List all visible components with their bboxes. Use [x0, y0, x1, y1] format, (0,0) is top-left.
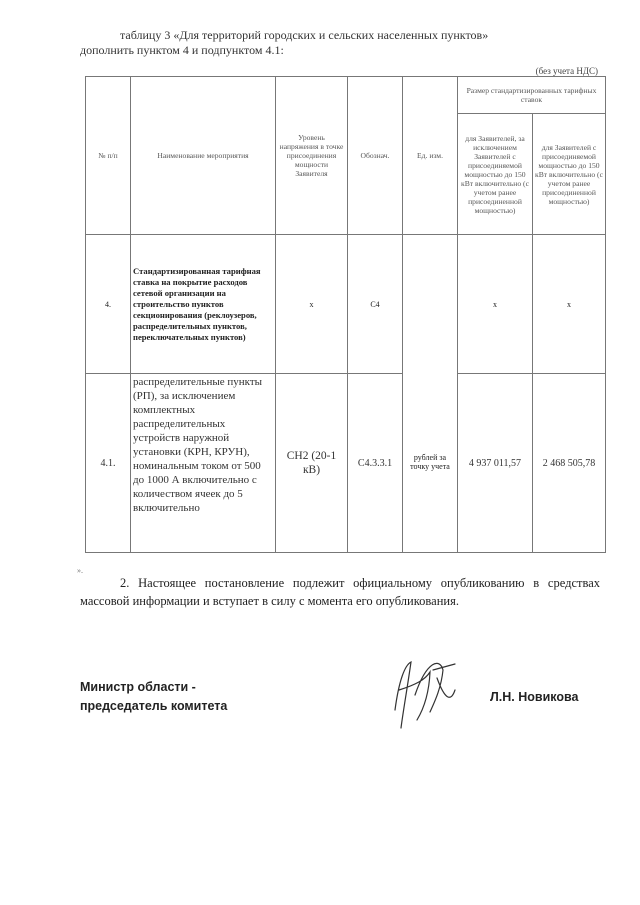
- signatory-role: [80, 678, 227, 716]
- row-rate-1: 4 937 011,57: [458, 374, 533, 553]
- row-unit: [403, 235, 458, 553]
- header-name: Наименование мероприятия: [131, 77, 276, 235]
- row-code: C4: [348, 235, 403, 374]
- row-rate-1: x: [458, 235, 533, 374]
- row-num: 4.: [86, 235, 131, 374]
- table-row: [86, 374, 606, 553]
- intro-line-2: дополнить пунктом 4 и подпунктом 4.1:: [80, 43, 284, 57]
- header-rate-1: для Заявителей, за исключением Заявителей с присоединяемой мощностью до 150 кВт включительно (с учетом ранее присоединенной мощностью): [458, 114, 533, 235]
- signatory-role-line-2: председатель комитета: [80, 699, 228, 713]
- signatory-name: Л.Н. Новикова: [490, 690, 579, 704]
- row-level: x: [276, 235, 348, 374]
- row-rate-2: x: [533, 235, 606, 374]
- signatory-role-line-1: Министр области -: [80, 680, 196, 694]
- paragraph-2: 2. Настоящее постановление подлежит официальному опубликованию в средствах массовой информации и вступает в силу с момента его опубликования.: [80, 576, 600, 608]
- header-unit: Ед. изм.: [403, 77, 458, 235]
- row-rate-2: 2 468 505,78: [533, 374, 606, 553]
- row-name: распределительные пункты (РП), за исключением комплектных распределительных устройств наружной установки (КРН, КРУН), номинальным током от 500 до 1000 А включительно с количеством ячеек до 5 включительно: [131, 374, 276, 553]
- intro-text: [80, 28, 600, 58]
- header-rates-group: Размер стандартизированных тарифных ставок: [458, 77, 606, 114]
- row-code: C4.3.3.1: [348, 374, 403, 553]
- header-code: Обознач.: [348, 77, 403, 235]
- vat-note: (без учета НДС): [535, 66, 598, 76]
- intro-line-1: таблицу 3 «Для территорий городских и сельских населенных пунктов»: [120, 28, 489, 42]
- table-row: [86, 235, 606, 374]
- closing-quote: ».: [77, 566, 83, 575]
- row-unit-text: рублей за точку учета: [410, 452, 450, 471]
- row-num: 4.1.: [86, 374, 131, 553]
- header-level: Уровень напряжения в точке присоединения мощности Заявителя: [276, 77, 348, 235]
- tariff-table: [85, 76, 606, 553]
- table-header-row: [86, 77, 606, 114]
- header-num: № п/п: [86, 77, 131, 235]
- handwritten-signature: [385, 650, 465, 735]
- row-level: СН2 (20-1 кВ): [276, 374, 348, 553]
- header-rate-2: для Заявителей с присоединяемой мощностью до 150 кВт включительно (с учетом ранее присоединенной мощностью): [533, 114, 606, 235]
- row-name: Стандартизированная тарифная ставка на покрытие расходов сетевой организации на строительство пунктов секционирования (реклоузеров, распределительных пунктов, переключательных пунктов): [131, 235, 276, 374]
